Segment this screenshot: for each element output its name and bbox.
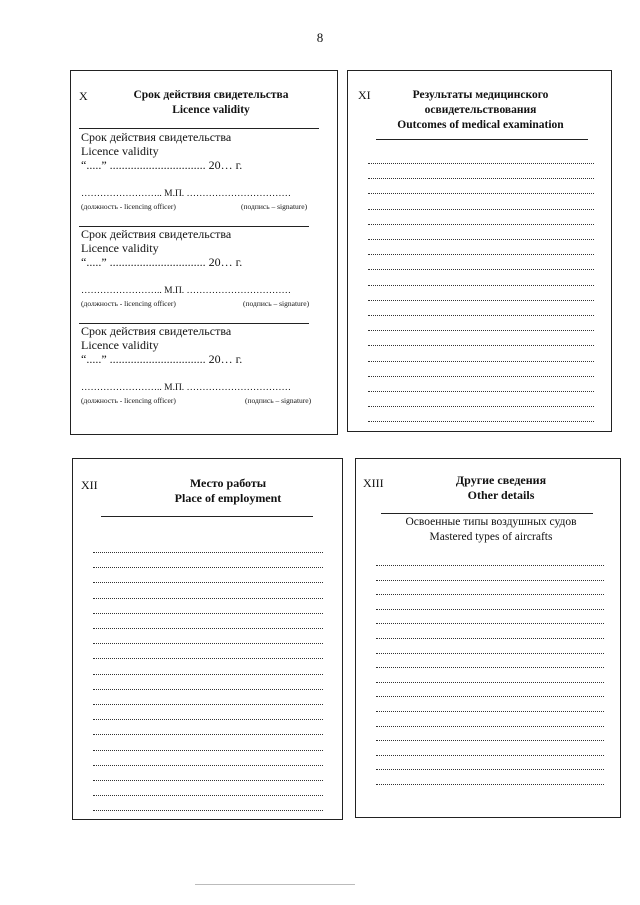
entry-signature-caption: (подпись – signature) [243,299,310,308]
section-xiii-subtitle-ru: Освоенные типы воздушных судов [405,516,577,528]
entry-label-ru: Срок действия свидетельства [81,227,232,241]
fill-in-line [93,598,323,599]
section-x-title-ru: Срок действия свидетельства [133,89,289,101]
fill-in-line [376,638,604,639]
entry-signature-caption: (подпись – signature) [245,396,312,405]
fill-in-line [93,765,323,766]
section-xiii-subtitle [376,515,606,545]
section-x-title-rule [79,128,319,129]
entry-officer-caption: (должность - licencing officer) [81,299,176,308]
fill-in-line [368,300,594,301]
fill-in-line [93,552,323,553]
fill-in-line [368,209,594,210]
entry-label-en: Licence validity [81,241,159,255]
fill-in-line [368,376,594,377]
fill-in-line [376,696,604,697]
fill-in-line [376,609,604,610]
fill-in-line [376,711,604,712]
fill-in-line [376,726,604,727]
section-x-panel [70,70,338,435]
fill-in-line [376,755,604,756]
fill-in-line [93,719,323,720]
entry-officer-caption: (должность - licencing officer) [81,396,176,405]
section-xi-number: XI [358,88,371,102]
fill-in-line [368,178,594,179]
entry-label-en: Licence validity [81,144,159,158]
fill-in-line [368,285,594,286]
fill-in-line [376,594,604,595]
section-xi-title-ru-2: освидетельствования [424,104,537,116]
fill-in-line [93,674,323,675]
section-xi-title-rule [376,139,588,140]
fill-in-line [93,704,323,705]
entry-stamp-line: …………………….. М.П. …………………………… [81,383,292,393]
section-xiii-title [396,473,606,503]
fill-in-line [376,784,604,785]
entry-date-line: “.....” ................................ 20… г. [81,158,243,172]
section-xiii-panel [355,458,621,818]
fill-in-line [376,580,604,581]
page-number: 8 [316,30,324,45]
fill-in-line [376,682,604,683]
section-xii-panel [72,458,343,820]
fill-in-line [368,193,594,194]
fill-in-line [368,406,594,407]
section-xi-title [368,88,593,133]
fill-in-line [368,163,594,164]
section-xiii-title-rule [381,513,593,514]
fill-in-line [368,254,594,255]
fill-in-line [93,658,323,659]
fill-in-line [93,734,323,735]
section-xii-title-rule [101,516,313,517]
section-xii-title-ru: Место работы [189,476,267,490]
section-xiii-number: XIII [363,476,384,490]
fill-in-line [376,769,604,770]
entry-stamp-line: …………………….. М.П. …………………………… [81,286,292,296]
entry-date-line: “.....” ................................ 20… г. [81,255,243,269]
fill-in-line [93,795,323,796]
fill-in-line [93,780,323,781]
scan-artifact [195,884,355,885]
fill-in-line [93,567,323,568]
section-x-number: X [79,89,88,103]
section-xii-number: XII [81,478,98,492]
fill-in-line [368,421,594,422]
fill-in-line [93,628,323,629]
section-xi-title-en: Outcomes of medical examination [397,119,564,131]
section-x-title-en: Licence validity [172,104,250,116]
fill-in-line [368,224,594,225]
fill-in-line [376,623,604,624]
section-x-title [111,88,311,118]
fill-in-line [93,613,323,614]
fill-in-line [368,315,594,316]
fill-in-line [376,740,604,741]
fill-in-line [93,582,323,583]
fill-in-line [368,239,594,240]
section-xii-title-en: Place of employment [174,491,282,505]
fill-in-line [93,643,323,644]
fill-in-line [368,361,594,362]
section-xiii-subtitle-en: Mastered types of aircrafts [429,531,553,543]
section-xi-title-ru-1: Результаты медицинского [412,89,549,101]
fill-in-line [368,330,594,331]
section-xi-panel [347,70,612,432]
fill-in-line [93,689,323,690]
fill-in-line [376,653,604,654]
section-xiii-title-ru: Другие сведения [455,473,547,487]
entry-label-ru: Срок действия свидетельства [81,324,232,338]
entry-stamp-line: …………………….. М.П. …………………………… [81,189,292,199]
fill-in-line [368,391,594,392]
entry-officer-caption: (должность - licencing officer) [81,202,176,211]
fill-in-line [93,810,323,811]
entry-label-en: Licence validity [81,338,159,352]
fill-in-line [93,750,323,751]
fill-in-line [368,269,594,270]
entry-signature-caption: (подпись – signature) [241,202,308,211]
fill-in-line [376,565,604,566]
fill-in-line [376,667,604,668]
section-xii-title [133,476,323,506]
fill-in-line [368,345,594,346]
entry-label-ru: Срок действия свидетельства [81,130,232,144]
entry-date-line: “.....” ................................ 20… г. [81,352,243,366]
section-xiii-title-en: Other details [467,488,535,502]
